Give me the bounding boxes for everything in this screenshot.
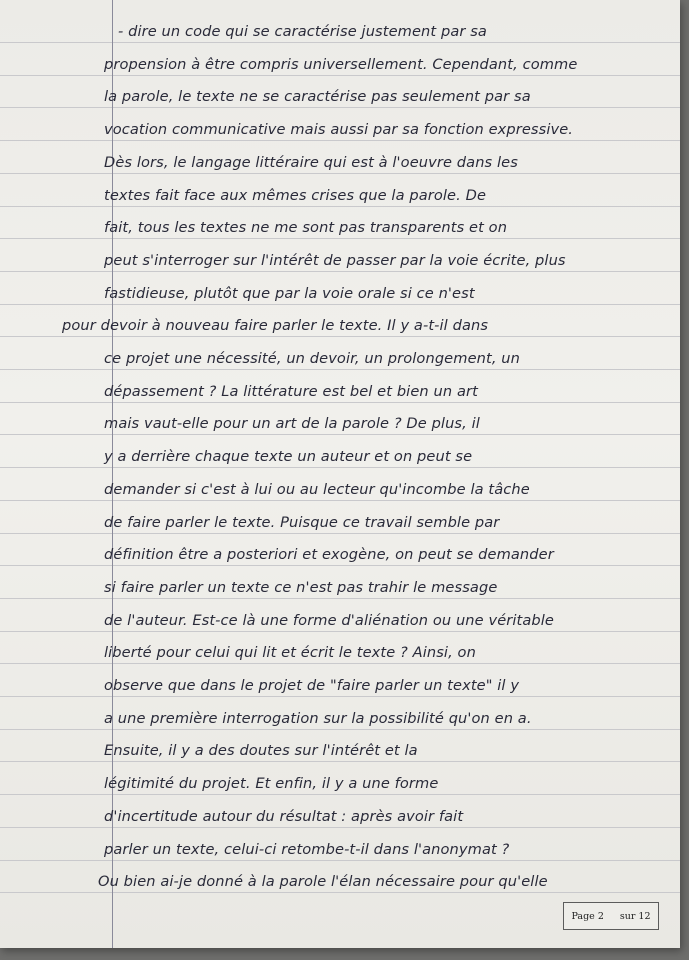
ruled-line: [0, 434, 680, 435]
text-line: d'incertitude autour du résultat : après avoir fait: [104, 807, 464, 825]
text-line: - dire un code qui se caractérise justement par sa: [118, 23, 487, 40]
ruled-line: [0, 271, 680, 272]
ruled-line: [0, 336, 680, 337]
ruled-line: [0, 500, 680, 501]
ruled-line: [0, 107, 680, 108]
ruled-line: [0, 206, 680, 207]
text-line: Ou bien ai-je donné à la parole l'élan nécessaire pour qu'elle: [98, 873, 548, 891]
ruled-line: [0, 467, 680, 468]
ruled-line: [0, 533, 680, 534]
text-line: si faire parler un texte ce n'est pas trahir le message: [104, 578, 498, 596]
ruled-line: [0, 75, 680, 76]
ruled-line: [0, 402, 680, 403]
text-line: fait, tous les textes ne me sont pas transparents et on: [104, 219, 508, 237]
text-line: la parole, le texte ne se caractérise pas seulement par sa: [104, 88, 531, 106]
ruled-line: [0, 663, 680, 664]
text-line: Dès lors, le langage littéraire qui est à l'oeuvre dans les: [104, 153, 518, 171]
text-line: demander si c'est à lui ou au lecteur qu'incombe la tâche: [104, 480, 530, 498]
text-line: dépassement ? La littérature est bel et bien un art: [104, 382, 478, 400]
ruled-line: [0, 565, 680, 566]
text-line: pour devoir à nouveau faire parler le texte. Il y a-t-il dans: [62, 317, 489, 335]
ruled-line: [0, 827, 680, 828]
ruled-line: [0, 598, 680, 599]
text-line: Ensuite, il y a des doutes sur l'intérêt et la: [104, 742, 418, 760]
text-line: parler un texte, celui-ci retombe-t-il dans l'anonymat ?: [104, 840, 510, 858]
ruled-line: [0, 696, 680, 697]
ruled-line: [0, 42, 680, 43]
margin-line: [112, 0, 113, 948]
ruled-line: [0, 794, 680, 795]
ruled-line: [0, 238, 680, 239]
text-line: de faire parler le texte. Puisque ce travail semble par: [104, 513, 500, 531]
page-label: Page 2: [571, 910, 604, 922]
text-line: mais vaut-elle pour un art de la parole ? De plus, il: [104, 415, 480, 433]
ruled-line: [0, 173, 680, 174]
ruled-line: [0, 140, 680, 141]
ruled-line: [0, 860, 680, 861]
total-pages-label: sur 12: [619, 910, 651, 922]
text-line: de l'auteur. Est-ce là une forme d'aliénation ou une véritable: [104, 611, 554, 629]
ruled-line: [0, 892, 680, 893]
text-line: fastidieuse, plutôt que par la voie orale si ce n'est: [104, 284, 475, 302]
text-line: vocation communicative mais aussi par sa fonction expressive.: [104, 121, 574, 139]
text-line: liberté pour celui qui lit et écrit le texte ? Ainsi, on: [104, 644, 476, 662]
ruled-line: [0, 761, 680, 762]
text-line: propension à être compris universellement. Cependant, comme: [104, 55, 578, 73]
ruled-line: [0, 729, 680, 730]
text-line: a une première interrogation sur la possibilité qu'on en a.: [104, 709, 532, 727]
text-line: observe que dans le projet de "faire parler un texte" il y: [104, 677, 520, 694]
text-line: légitimité du projet. Et enfin, il y a une forme: [104, 775, 439, 793]
ruled-line: [0, 631, 680, 632]
text-line: peut s'interroger sur l'intérêt de passer par la voie écrite, plus: [104, 251, 566, 269]
ruled-line: [0, 304, 680, 305]
ruled-line: [0, 369, 680, 370]
text-line: y a derrière chaque texte un auteur et on peut se: [104, 448, 473, 466]
text-line: définition être a posteriori et exogène, on peut se demander: [104, 546, 554, 564]
page-number-box: [563, 902, 659, 930]
text-line: textes fait face aux mêmes crises que la parole. De: [104, 186, 487, 204]
text-line: ce projet une nécessité, un devoir, un prolongement, un: [104, 350, 520, 367]
